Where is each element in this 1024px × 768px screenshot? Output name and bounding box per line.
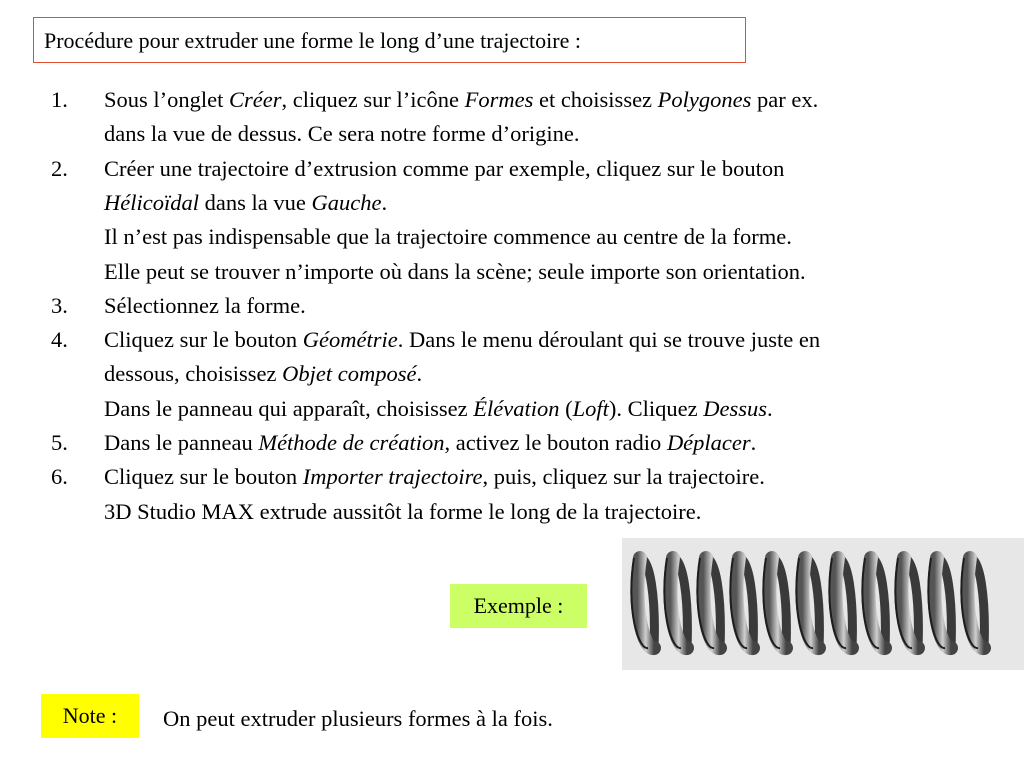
italic-term: Importer trajectoire — [302, 464, 483, 490]
italic-term: Géométrie — [302, 327, 398, 353]
example-label-box — [450, 584, 587, 628]
text-run: dans la vue de dessus. Ce sera notre forme d’origine. — [104, 121, 580, 147]
italic-term: Polygones — [657, 87, 752, 112]
step-line — [104, 152, 784, 186]
italic-term: Créer — [229, 87, 282, 112]
text-run: 3D Studio MAX extrude aussitôt la forme le long de la trajectoire. — [104, 498, 702, 524]
text-run: Sous l’onglet — [104, 87, 230, 112]
text-run: , puis, cliquez sur la trajectoire. — [482, 464, 765, 490]
step-line — [104, 255, 806, 289]
step-line — [104, 117, 579, 151]
step-line — [104, 220, 792, 254]
step-line — [104, 83, 818, 117]
example-label: Exemple : — [473, 593, 564, 618]
text-run: Dans le panneau — [104, 430, 259, 455]
step-line — [104, 392, 773, 426]
note-label-box — [41, 694, 139, 738]
text-run: Il n’est pas indispensable que la trajectoire commence au centre de la forme. — [104, 224, 792, 250]
italic-term: Dessus — [703, 395, 768, 421]
note-label: Note : — [62, 703, 118, 728]
text-run: dessous, choisissez — [104, 361, 283, 387]
step-number: 5. — [51, 430, 68, 455]
text-run: , activez le bouton radio — [444, 430, 667, 455]
italic-term: Gauche — [311, 189, 382, 215]
italic-term: Élévation — [473, 395, 560, 421]
text-run: . — [750, 430, 757, 455]
italic-term: Méthode de création — [258, 430, 445, 455]
text-run: . Dans le menu déroulant qui se trouve juste en — [397, 327, 821, 353]
step-number: 4. — [51, 327, 68, 353]
italic-term: Objet composé — [282, 361, 417, 387]
text-run: Elle peut se trouver n’importe où dans la scène; seule importe son orientation. — [104, 258, 806, 284]
text-run: ). Cliquez — [608, 395, 704, 421]
text-run: par ex. — [751, 87, 819, 112]
italic-term: Déplacer — [666, 430, 751, 455]
page-title-text: Procédure pour extruder une forme le long d’une trajectoire : — [44, 28, 581, 53]
italic-term: Hélicoïdal — [104, 189, 199, 215]
text-run: Créer une trajectoire d’extrusion comme par exemple, cliquez sur le bouton — [104, 155, 785, 181]
step-line — [104, 289, 306, 323]
text-run: et choisissez — [533, 87, 658, 112]
step-number: 6. — [51, 464, 68, 490]
note-text: On peut extruder plusieurs formes à la fois. — [163, 706, 553, 731]
step-number: 2. — [51, 155, 68, 181]
step-line — [104, 186, 387, 220]
step-line — [104, 495, 701, 529]
text-run: Dans le panneau qui apparaît, choisissez — [104, 395, 474, 421]
text-run: Cliquez sur le bouton — [104, 327, 303, 353]
step-line — [104, 357, 422, 391]
text-run: dans la vue — [198, 189, 312, 215]
step-number: 1. — [51, 87, 68, 112]
text-run: . — [381, 189, 388, 215]
text-run: Cliquez sur le bouton — [104, 464, 303, 490]
text-run: ( — [559, 395, 573, 421]
text-run: Sélectionnez la forme. — [104, 292, 306, 318]
step-line — [104, 460, 765, 494]
text-run: , cliquez sur l’icône — [281, 87, 465, 112]
step-line — [104, 323, 820, 357]
italic-term: Loft — [572, 395, 609, 421]
helix-spring-icon — [622, 538, 1024, 670]
step-line — [104, 426, 756, 460]
step-number: 3. — [51, 292, 68, 318]
text-run: . — [767, 395, 773, 421]
helix-spring-image — [622, 538, 1024, 670]
italic-term: Formes — [464, 87, 534, 112]
text-run: . — [416, 361, 423, 387]
